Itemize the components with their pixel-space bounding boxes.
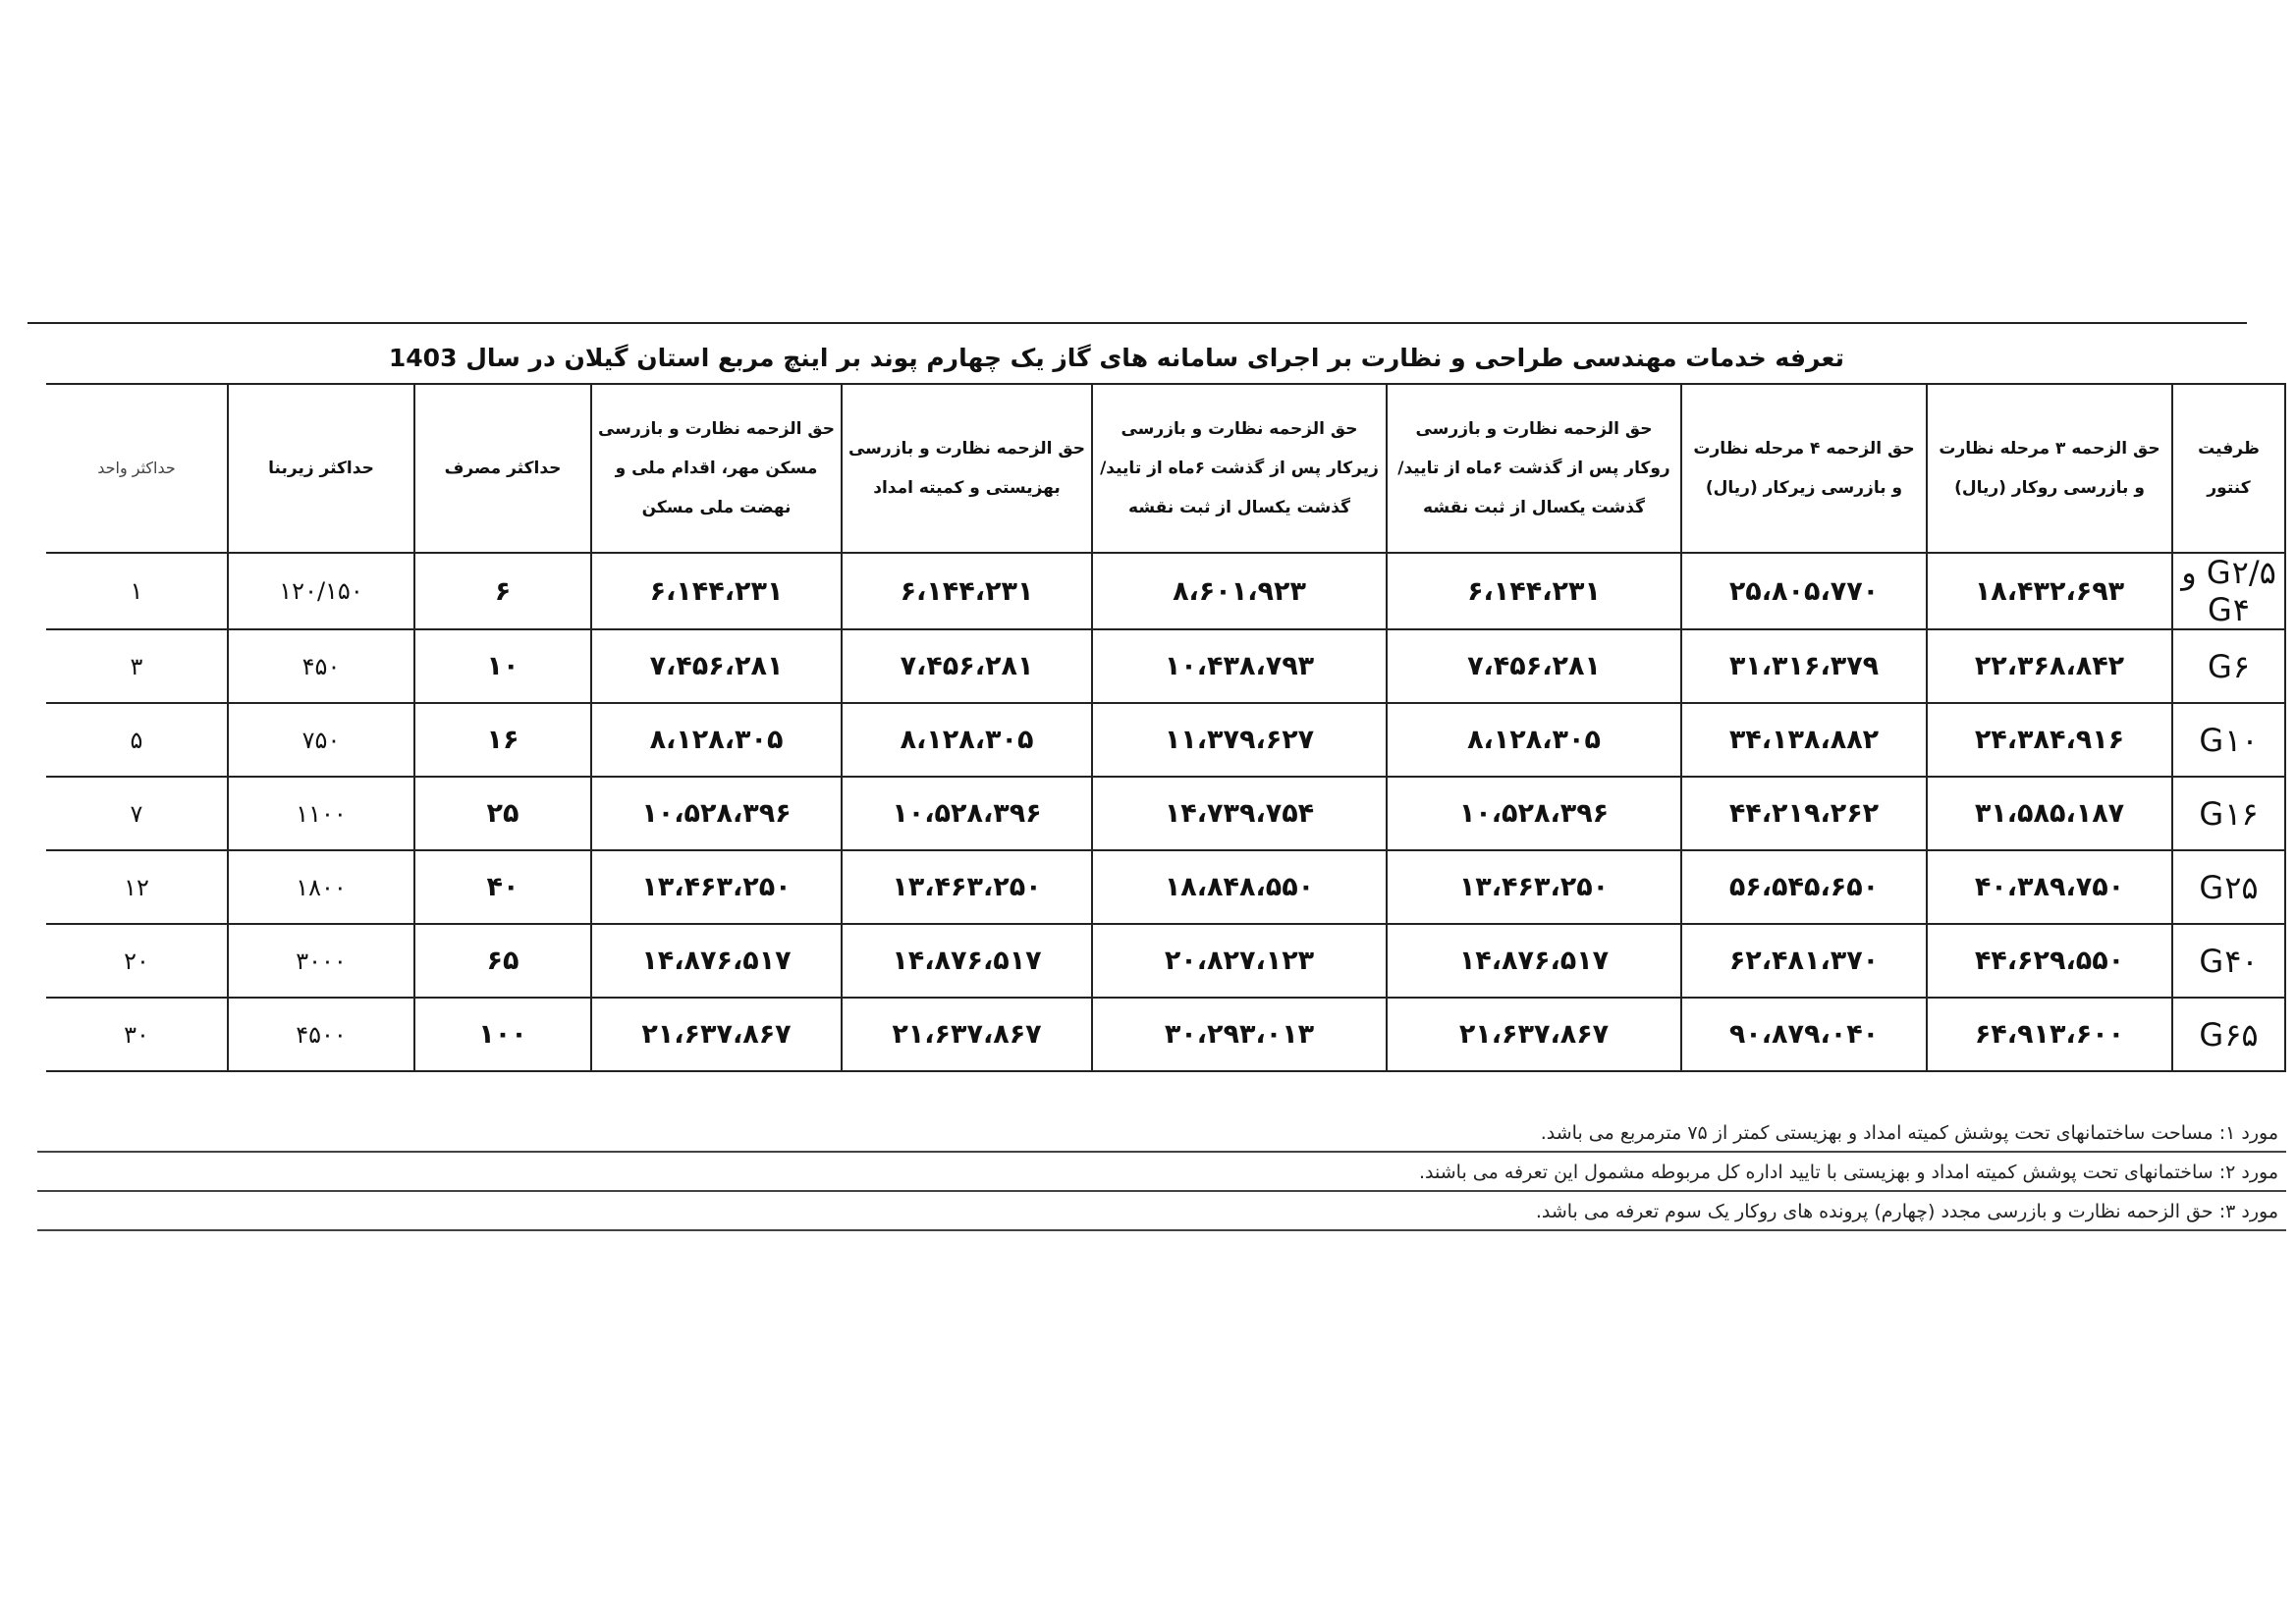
cell-meter: G۱۰ xyxy=(2172,703,2285,777)
table-row xyxy=(46,850,2285,924)
cell-max-area: ۱۲۰/۱۵۰ xyxy=(228,553,414,629)
cell-fee-underground-late: ۸،۶۰۱،۹۲۳ xyxy=(1092,553,1387,629)
header-max-consumption: حداکثر مصرف xyxy=(414,384,591,553)
cell-max-units: ۲۰ xyxy=(46,924,228,998)
cell-fee-4-stage: ۴۴،۲۱۹،۲۶۲ xyxy=(1681,777,1927,850)
note-item: مورد ۳: حق الزحمه نظارت و بازرسی مجدد (چهارم) پرونده های روکار یک سوم تعرفه می باشد. xyxy=(37,1192,2286,1231)
table-row xyxy=(46,703,2285,777)
top-rule xyxy=(27,322,2247,324)
cell-meter: G۶۵ xyxy=(2172,998,2285,1071)
cell-max-units: ۳ xyxy=(46,629,228,703)
cell-fee-surface-late: ۷،۴۵۶،۲۸۱ xyxy=(1387,629,1681,703)
cell-meter: G۲/۵ و G۴ xyxy=(2172,553,2285,629)
cell-fee-housing: ۱۰،۵۲۸،۳۹۶ xyxy=(591,777,842,850)
cell-max-area: ۱۱۰۰ xyxy=(228,777,414,850)
cell-max-consumption: ۱۶ xyxy=(414,703,591,777)
cell-fee-underground-late: ۱۴،۷۳۹،۷۵۴ xyxy=(1092,777,1387,850)
cell-meter: G۴۰ xyxy=(2172,924,2285,998)
cell-fee-3-stage: ۴۰،۳۸۹،۷۵۰ xyxy=(1927,850,2172,924)
cell-fee-housing: ۶،۱۴۴،۲۳۱ xyxy=(591,553,842,629)
cell-meter: G۱۶ xyxy=(2172,777,2285,850)
table-body xyxy=(46,553,2285,1071)
cell-max-consumption: ۱۰۰ xyxy=(414,998,591,1071)
cell-fee-4-stage: ۵۶،۵۴۵،۶۵۰ xyxy=(1681,850,1927,924)
table-row xyxy=(46,553,2285,629)
cell-max-units: ۵ xyxy=(46,703,228,777)
cell-max-area: ۳۰۰۰ xyxy=(228,924,414,998)
cell-fee-welfare: ۸،۱۲۸،۳۰۵ xyxy=(842,703,1092,777)
cell-fee-surface-late: ۸،۱۲۸،۳۰۵ xyxy=(1387,703,1681,777)
cell-max-area: ۴۵۰ xyxy=(228,629,414,703)
cell-fee-housing: ۱۴،۸۷۶،۵۱۷ xyxy=(591,924,842,998)
cell-fee-welfare: ۲۱،۶۳۷،۸۶۷ xyxy=(842,998,1092,1071)
cell-max-units: ۳۰ xyxy=(46,998,228,1071)
header-meter-capacity: ظرفیت کنتور xyxy=(2172,384,2285,553)
header-fee-4-stage-underground: حق الزحمه ۴ مرحله نظارت و بازرسی زیرکار (ریال) xyxy=(1681,384,1927,553)
cell-fee-housing: ۸،۱۲۸،۳۰۵ xyxy=(591,703,842,777)
notes-section xyxy=(37,1113,2286,1231)
cell-max-units: ۱۲ xyxy=(46,850,228,924)
cell-fee-underground-late: ۱۱،۳۷۹،۶۲۷ xyxy=(1092,703,1387,777)
cell-fee-surface-late: ۱۳،۴۶۳،۲۵۰ xyxy=(1387,850,1681,924)
header-fee-national-housing: حق الزحمه نظارت و بازرسی مسکن مهر، اقدام ملی و نهضت ملی مسکن xyxy=(591,384,842,553)
cell-max-units: ۱ xyxy=(46,553,228,629)
table-row xyxy=(46,924,2285,998)
cell-fee-underground-late: ۳۰،۲۹۳،۰۱۳ xyxy=(1092,998,1387,1071)
cell-fee-underground-late: ۱۰،۴۳۸،۷۹۳ xyxy=(1092,629,1387,703)
header-fee-welfare-relief: حق الزحمه نظارت و بازرسی بهزیستی و کمیته امداد xyxy=(842,384,1092,553)
cell-max-consumption: ۴۰ xyxy=(414,850,591,924)
cell-fee-welfare: ۱۰،۵۲۸،۳۹۶ xyxy=(842,777,1092,850)
table-row xyxy=(46,629,2285,703)
cell-max-consumption: ۱۰ xyxy=(414,629,591,703)
cell-fee-4-stage: ۹۰،۸۷۹،۰۴۰ xyxy=(1681,998,1927,1071)
cell-fee-welfare: ۱۴،۸۷۶،۵۱۷ xyxy=(842,924,1092,998)
cell-fee-4-stage: ۶۲،۴۸۱،۳۷۰ xyxy=(1681,924,1927,998)
header-fee-3-stage-surface: حق الزحمه ۳ مرحله نظارت و بازرسی روکار (ریال) xyxy=(1927,384,2172,553)
cell-fee-3-stage: ۳۱،۵۸۵،۱۸۷ xyxy=(1927,777,2172,850)
cell-fee-4-stage: ۳۴،۱۳۸،۸۸۲ xyxy=(1681,703,1927,777)
cell-max-consumption: ۶۵ xyxy=(414,924,591,998)
cell-fee-housing: ۱۳،۴۶۳،۲۵۰ xyxy=(591,850,842,924)
cell-fee-welfare: ۱۳،۴۶۳،۲۵۰ xyxy=(842,850,1092,924)
note-item: مورد ۱: مساحت ساختمانهای تحت پوشش کمیته امداد و بهزیستی کمتر از ۷۵ مترمربع می باشد. xyxy=(37,1113,2286,1153)
header-max-area: حداکثر زیربنا xyxy=(228,384,414,553)
cell-max-consumption: ۶ xyxy=(414,553,591,629)
cell-fee-underground-late: ۲۰،۸۲۷،۱۲۳ xyxy=(1092,924,1387,998)
cell-fee-3-stage: ۴۴،۶۲۹،۵۵۰ xyxy=(1927,924,2172,998)
cell-fee-3-stage: ۲۴،۳۸۴،۹۱۶ xyxy=(1927,703,2172,777)
table-header xyxy=(46,384,2285,553)
cell-fee-surface-late: ۲۱،۶۳۷،۸۶۷ xyxy=(1387,998,1681,1071)
cell-fee-underground-late: ۱۸،۸۴۸،۵۵۰ xyxy=(1092,850,1387,924)
document-title: تعرفه خدمات مهندسی طراحی و نظارت بر اجرای سامانه های گاز یک چهارم پوند بر اینچ مربع استان گیلان در سال 1403 xyxy=(388,344,1844,372)
cell-max-area: ۷۵۰ xyxy=(228,703,414,777)
cell-fee-3-stage: ۱۸،۴۳۲،۶۹۳ xyxy=(1927,553,2172,629)
cell-max-area: ۴۵۰۰ xyxy=(228,998,414,1071)
header-fee-surface-after-6-months: حق الزحمه نظارت و بازرسی روکار پس از گذشت ۶ماه از تایید/ گذشت یکسال از ثبت نقشه xyxy=(1387,384,1681,553)
cell-fee-welfare: ۷،۴۵۶،۲۸۱ xyxy=(842,629,1092,703)
table-row xyxy=(46,998,2285,1071)
cell-fee-surface-late: ۶،۱۴۴،۲۳۱ xyxy=(1387,553,1681,629)
cell-fee-housing: ۲۱،۶۳۷،۸۶۷ xyxy=(591,998,842,1071)
cell-fee-surface-late: ۱۰،۵۲۸،۳۹۶ xyxy=(1387,777,1681,850)
header-max-units: حداکثر واحد xyxy=(46,384,228,553)
cell-fee-welfare: ۶،۱۴۴،۲۳۱ xyxy=(842,553,1092,629)
note-item: مورد ۲: ساختمانهای تحت پوشش کمیته امداد و بهزیستی با تایید اداره کل مربوطه مشمول این تعرفه می باشند. xyxy=(37,1153,2286,1192)
cell-fee-4-stage: ۲۵،۸۰۵،۷۷۰ xyxy=(1681,553,1927,629)
cell-max-units: ۷ xyxy=(46,777,228,850)
table-row xyxy=(46,777,2285,850)
cell-max-area: ۱۸۰۰ xyxy=(228,850,414,924)
cell-meter: G۲۵ xyxy=(2172,850,2285,924)
cell-fee-3-stage: ۶۴،۹۱۳،۶۰۰ xyxy=(1927,998,2172,1071)
cell-fee-surface-late: ۱۴،۸۷۶،۵۱۷ xyxy=(1387,924,1681,998)
cell-fee-housing: ۷،۴۵۶،۲۸۱ xyxy=(591,629,842,703)
tariff-table xyxy=(46,383,2286,1072)
header-fee-underground-after-6-months: حق الزحمه نظارت و بازرسی زیرکار پس از گذشت ۶ماه از تایید/ گذشت یکسال از ثبت نقشه xyxy=(1092,384,1387,553)
cell-fee-4-stage: ۳۱،۳۱۶،۳۷۹ xyxy=(1681,629,1927,703)
cell-fee-3-stage: ۲۲،۳۶۸،۸۴۲ xyxy=(1927,629,2172,703)
cell-max-consumption: ۲۵ xyxy=(414,777,591,850)
cell-meter: G۶ xyxy=(2172,629,2285,703)
